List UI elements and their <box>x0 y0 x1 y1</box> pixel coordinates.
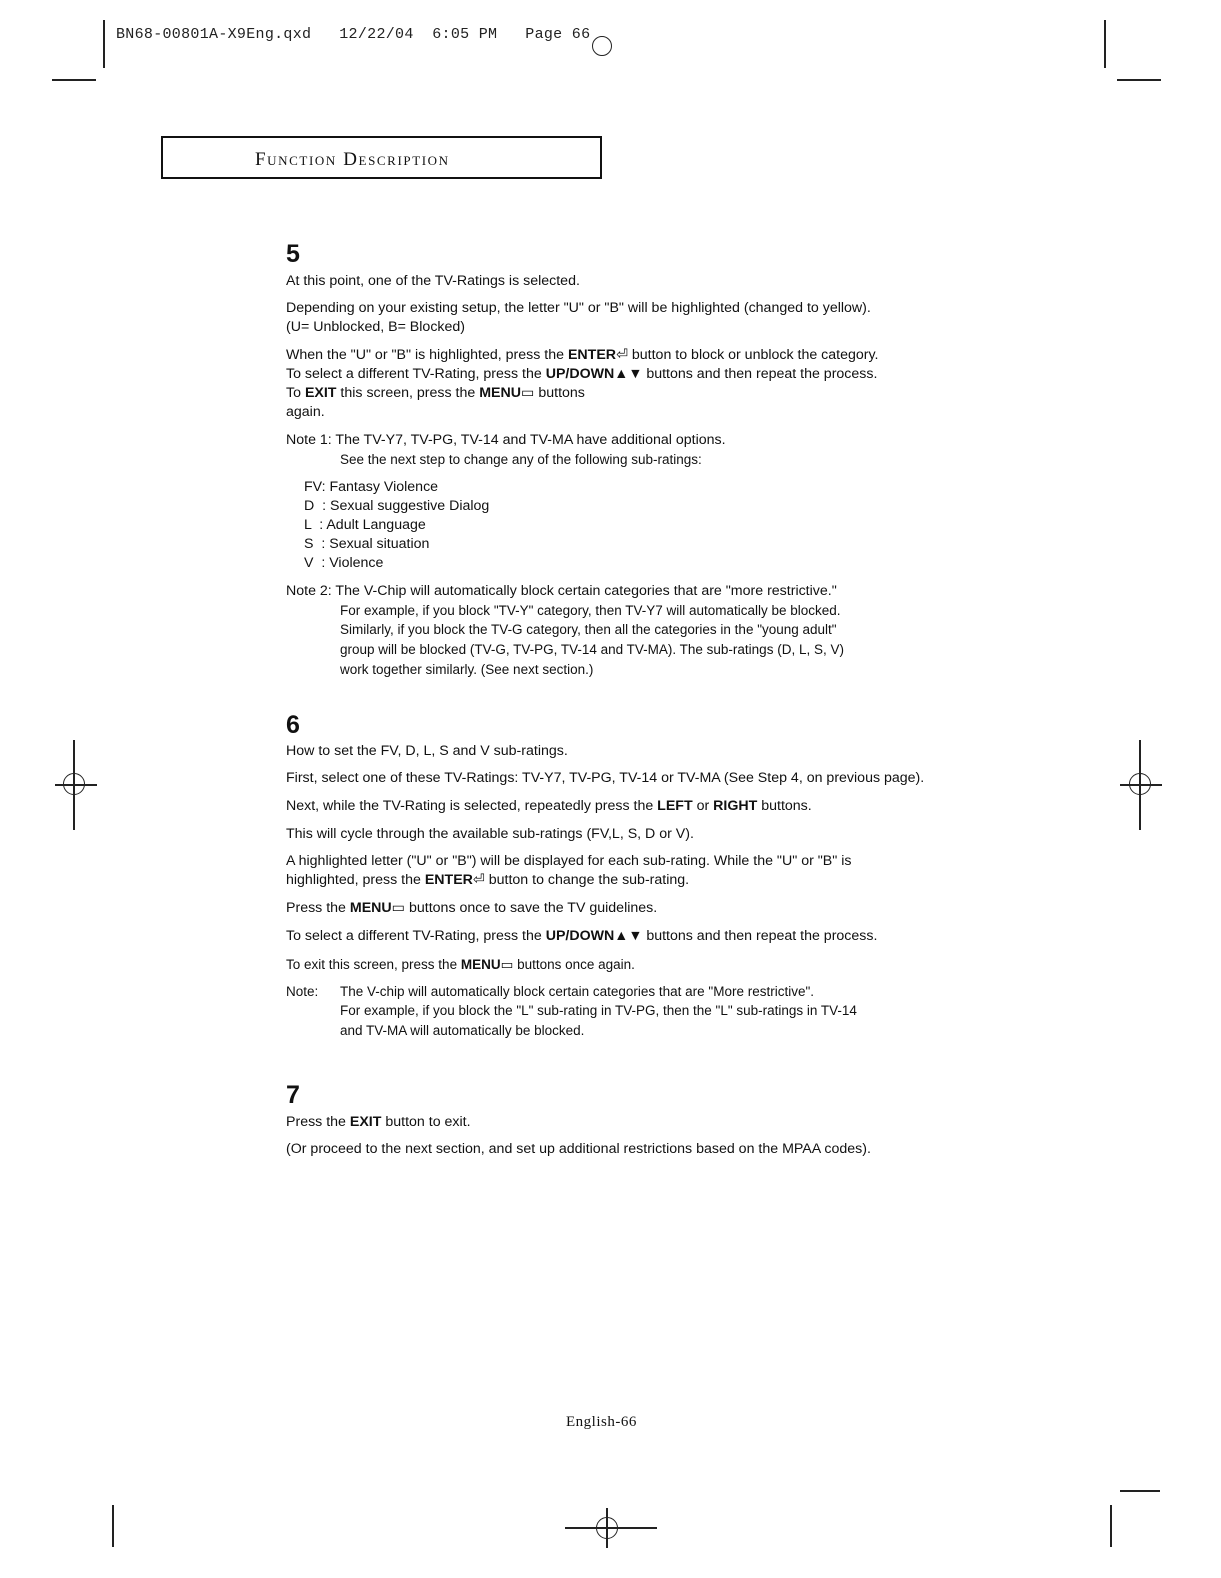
menu-icon: ▭ <box>500 957 514 972</box>
step7-text: (Or proceed to the next section, and set up additional restrictions based on the MPAA codes). <box>286 1141 871 1157</box>
step6-text: To select a different TV-Rating, press the UP/DOWN▲▼ buttons and then repeat the process. <box>286 928 878 944</box>
registration-target-icon <box>592 36 612 56</box>
step5-note1: See the next step to change any of the following sub-ratings: <box>340 452 702 467</box>
step7-text: Press the EXIT button to exit. <box>286 1114 471 1130</box>
step-6-number: 6 <box>286 711 300 739</box>
step5-text: To select a different TV-Rating, press the UP/DOWN▲▼ buttons and then repeat the process. <box>286 366 878 382</box>
step5-text: Depending on your existing setup, the letter "U" or "B" will be highlighted (changed to yellow). <box>286 300 871 316</box>
enter-button-label: ENTER <box>424 872 473 888</box>
exit-label: EXIT <box>304 385 337 401</box>
menu-button-label: MENU <box>460 957 501 972</box>
subrating-item: FV: Fantasy Violence <box>304 479 439 495</box>
step5-note2: Similarly, if you block the TV-G category, then all the categories in the "young adult" <box>340 622 837 637</box>
crop-mark <box>1117 79 1161 81</box>
step5-note2: group will be blocked (TV-G, TV-PG, TV-14 and TV-MA). The sub-ratings (D, L, S, V) <box>340 642 844 657</box>
step6-text: To exit this screen, press the MENU▭ buttons once again. <box>286 957 635 972</box>
step6-text: This will cycle through the available sub-ratings (FV,L, S, D or V). <box>286 826 694 842</box>
step6-text: First, select one of these TV-Ratings: TV-Y7, TV-PG, TV-14 or TV-MA (See Step 4, on previous page). <box>286 770 925 786</box>
step5-note1: Note 1: The TV-Y7, TV-PG, TV-14 and TV-MA have additional options. <box>286 432 726 448</box>
step5-note2: Note 2: The V-Chip will automatically block certain categories that are "more restrictive." <box>286 583 837 599</box>
step-7-number: 7 <box>286 1081 300 1109</box>
menu-button-label: MENU <box>349 900 392 916</box>
step5-text: At this point, one of the TV-Ratings is selected. <box>286 273 580 289</box>
section-header-box <box>161 136 602 179</box>
registration-target-icon <box>596 1517 618 1539</box>
printer-slug-header: BN68-00801A-X9Eng.qxd 12/22/04 6:05 PM Page 66 <box>116 26 591 43</box>
step6-text: Press the MENU▭ buttons once to save the TV guidelines. <box>286 900 658 916</box>
enter-button-label: ENTER <box>567 347 617 363</box>
subrating-item: D : Sexual suggestive Dialog <box>304 498 490 514</box>
step5-text: To EXIT this screen, press the MENU▭ buttons <box>286 385 585 401</box>
subrating-item: V : Violence <box>304 555 384 571</box>
step6-text: highlighted, press the ENTER⏎ button to change the sub-rating. <box>286 872 690 888</box>
step5-text: When the "U" or "B" is highlighted, press the ENTER⏎ button to block or unblock the category. <box>286 347 879 363</box>
step5-text: again. <box>286 404 325 420</box>
menu-icon: ▭ <box>521 385 535 401</box>
crop-mark <box>112 1505 114 1547</box>
step6-note-label: Note: <box>286 984 319 999</box>
step6-text: How to set the FV, D, L, S and V sub-ratings. <box>286 743 568 759</box>
registration-target-icon <box>63 773 85 795</box>
updown-button-label: UP/DOWN▲▼ <box>545 366 643 382</box>
page-number: English-66 <box>566 1414 637 1430</box>
updown-button-label: UP/DOWN▲▼ <box>545 928 643 944</box>
menu-icon: ▭ <box>391 900 406 916</box>
step5-note2: For example, if you block "TV-Y" category, then TV-Y7 will automatically be blocked. <box>340 603 841 618</box>
crop-mark <box>1120 1490 1160 1492</box>
left-button-label: LEFT <box>657 798 693 814</box>
enter-icon: ⏎ <box>616 347 628 363</box>
crop-mark <box>1110 1505 1112 1547</box>
step6-text: Next, while the TV-Rating is selected, repeatedly press the LEFT or RIGHT buttons. <box>286 798 812 814</box>
registration-target-icon <box>1129 773 1151 795</box>
crop-mark <box>52 79 96 81</box>
exit-button-label: EXIT <box>349 1114 382 1130</box>
step6-text: A highlighted letter ("U" or "B") will be displayed for each sub-rating. While the "U" or "B" is <box>286 853 852 869</box>
section-title: Function Description <box>255 149 450 170</box>
subrating-item: S : Sexual situation <box>304 536 430 552</box>
subrating-item: L : Adult Language <box>304 517 426 533</box>
step5-text: (U= Unblocked, B= Blocked) <box>286 319 466 335</box>
menu-button-label: MENU <box>479 385 521 401</box>
right-button-label: RIGHT <box>713 798 758 814</box>
step6-note: For example, if you block the "L" sub-rating in TV-PG, then the "L" sub-ratings in TV-14 <box>340 1003 857 1018</box>
step6-note: The V-chip will automatically block certain categories that are "More restrictive". <box>340 984 815 999</box>
crop-mark <box>103 20 105 68</box>
step6-note: and TV-MA will automatically be blocked. <box>340 1023 585 1038</box>
crop-mark <box>1104 20 1106 68</box>
step-5-number: 5 <box>286 240 300 268</box>
step5-note2: work together similarly. (See next section.) <box>340 662 594 677</box>
enter-icon: ⏎ <box>472 872 485 888</box>
